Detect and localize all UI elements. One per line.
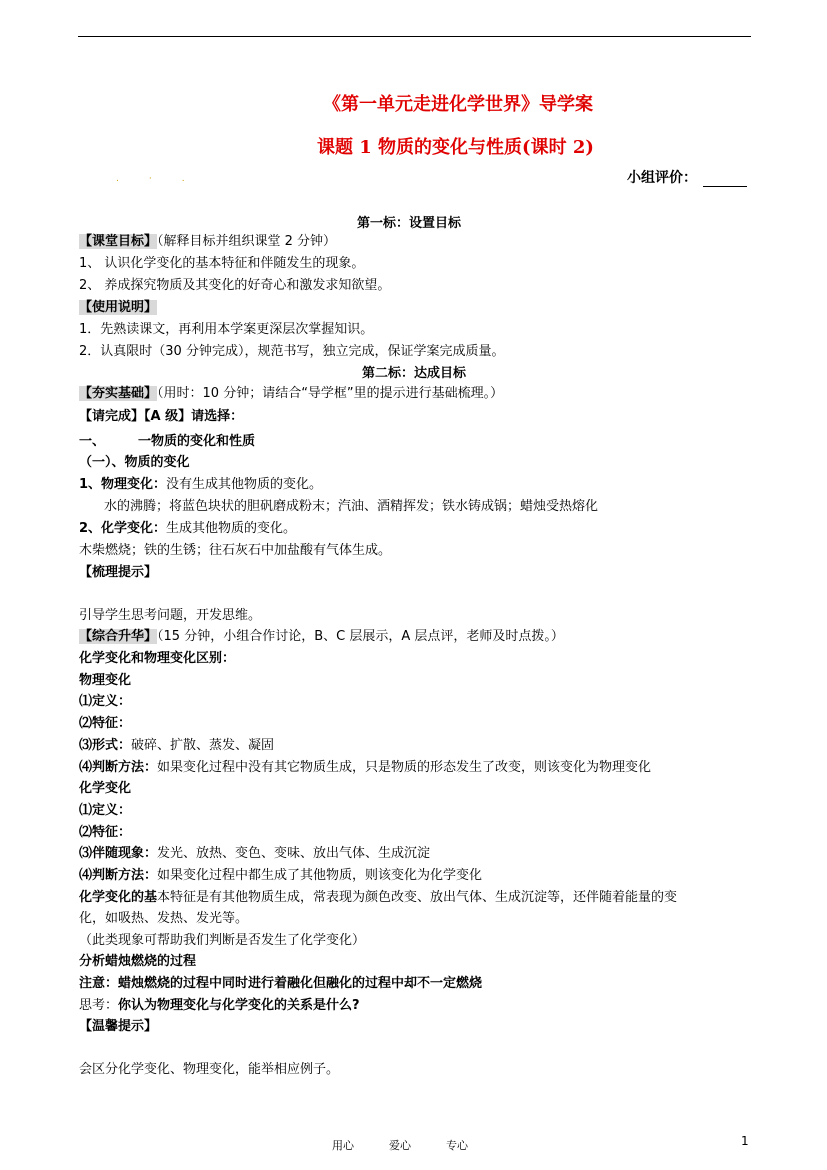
goal-tag: 【课堂目标】 [79, 234, 158, 249]
chem-change-title: 化学变化 [79, 781, 132, 796]
phys-feature: ⑵特征： [79, 716, 132, 731]
warm-tag: 【温馨提示】 [79, 1019, 158, 1034]
chem-phenomena-text: 发光、放热、变色、变味、放出气体、生成沉淀 [157, 846, 431, 861]
page-number: 1 [741, 1134, 749, 1148]
chem-judge-label: ⑷判断方法： [79, 868, 158, 883]
phys-judge-text: 如果变化过程中没有其它物质生成，只是物质的形态发生了改变，则该变化为物理变化 [157, 760, 652, 775]
usage-item-1: 1．先熟读课文，再利用本学案更深层次掌握知识。 [79, 322, 374, 337]
footer-word-2: 爱心 [389, 1139, 411, 1152]
group-evaluation [627, 167, 747, 187]
base-tag: 【夯实基础】 [79, 386, 158, 401]
think-line [79, 995, 360, 1017]
phys-label: 1、物理变化： [79, 477, 167, 492]
synthesis-note: （15 分钟，小组合作讨论，B、C 层展示，A 层点评，老师及时点拨。） [157, 629, 564, 644]
usage-tag: 【使用说明】 [79, 300, 158, 315]
base-line [79, 383, 503, 405]
section2-heading: 第二标：达成目标 [362, 366, 467, 381]
phys-judge-label: ⑷判断方法： [79, 760, 158, 775]
document-subtitle: 课题 1 物质的变化与性质(课时 2) [317, 137, 594, 158]
chem-basic-feature-text: 本特征是有其他物质生成，常表现为颜色改变、放出气体、生成沉淀等，还伴随着能量的变 [157, 890, 678, 905]
chem-label: 2、化学变化： [79, 521, 167, 536]
attention-note: 注意：蜡烛燃烧的过程中同时进行着融化但融化的过程中却不一定燃烧 [79, 976, 483, 991]
synthesis-tag: 【综合升华】 [79, 629, 158, 644]
base-note: （用时：10 分钟；请结合“导学框”里的提示进行基础梳理。） [157, 386, 504, 401]
decorative-dots: .‧. [116, 174, 215, 184]
chem-def: 生成其他物质的变化。 [166, 521, 297, 536]
usage-item-2: 2．认真限时（30 分钟完成），规范书写，独立完成，保证学案完成质量。 [79, 344, 505, 359]
part1-title: 一物质的变化和性质 [138, 434, 256, 449]
phys-examples: 水的沸腾；将蓝色块状的胆矾磨成粉末；汽油、酒精挥发；铁水铸成锅；蜡烛受热熔化 [104, 499, 599, 514]
document-title: 《第一单元走进化学世界》导学案 [323, 94, 593, 115]
chem-feature-note: （此类现象可帮助我们判断是否发生了化学变化） [79, 933, 366, 948]
difference-title: 化学变化和物理变化区别： [79, 651, 236, 666]
part1-num: 一、 [79, 434, 106, 449]
phys-form-text: 破碎、扩散、蒸发、凝固 [131, 738, 275, 753]
chem-examples: 木柴燃烧；铁的生锈；往石灰石中加盐酸有气体生成。 [79, 543, 392, 558]
group-eval-blank [703, 172, 747, 187]
goal-note: （解释目标并组织课堂 2 分钟） [157, 234, 337, 249]
phys-form [79, 735, 274, 757]
chem-judge [79, 865, 482, 887]
chem-basic-feature-bold: 化学变化的基 [79, 890, 158, 905]
phys-def: 没有生成其他物质的变化。 [166, 477, 323, 492]
hint-tag: 【梳理提示】 [79, 565, 158, 580]
chem-feature: ⑵特征： [79, 825, 132, 840]
footer-word-3: 专心 [446, 1139, 468, 1152]
chem-basic-feature [79, 887, 677, 909]
synthesis-line [79, 626, 564, 648]
group-eval-label: 小组评价： [627, 170, 697, 186]
section1-heading: 第一标：设置目标 [357, 216, 462, 231]
sub1-title: （一）、物质的变化 [79, 455, 190, 470]
think-text: 你认为物理变化与化学变化的关系是什么? [118, 998, 360, 1013]
phys-judge [79, 757, 651, 779]
chem-phenomena [79, 843, 430, 865]
footer-word-1: 用心 [332, 1139, 354, 1152]
header-rule [78, 36, 751, 37]
hint-text: 引导学生思考问题，开发思维。 [79, 608, 262, 623]
usage-line [79, 297, 157, 319]
phys-form-label: ⑶形式： [79, 738, 132, 753]
candle-title: 分析蜡烛燃烧的过程 [79, 954, 197, 969]
think-label: 思考： [79, 998, 119, 1013]
goal-item-1: 1、 认识化学变化的基本特征和伴随发生的现象。 [79, 256, 365, 271]
phys-change-title: 物理变化 [79, 673, 132, 688]
goal-line [79, 231, 336, 253]
chem-judge-text: 如果变化过程中都生成了其他物质，则该变化为化学变化 [157, 868, 483, 883]
complete-line: 【请完成】【A 级】请选择： [79, 409, 244, 424]
chem-definition: ⑴定义： [79, 803, 132, 818]
goal-item-2: 2、 养成探究物质及其变化的好奇心和激发求知欲望。 [79, 278, 391, 293]
chem-basic-feature-cont: 化，如吸热、发热、发光等。 [79, 911, 249, 926]
phys-line [79, 474, 322, 496]
chem-line [79, 518, 296, 540]
chem-phenomena-label: ⑶伴随现象： [79, 846, 158, 861]
warm-text: 会区分化学变化、物理变化，能举相应例子。 [79, 1062, 340, 1077]
phys-definition: ⑴定义： [79, 694, 132, 709]
